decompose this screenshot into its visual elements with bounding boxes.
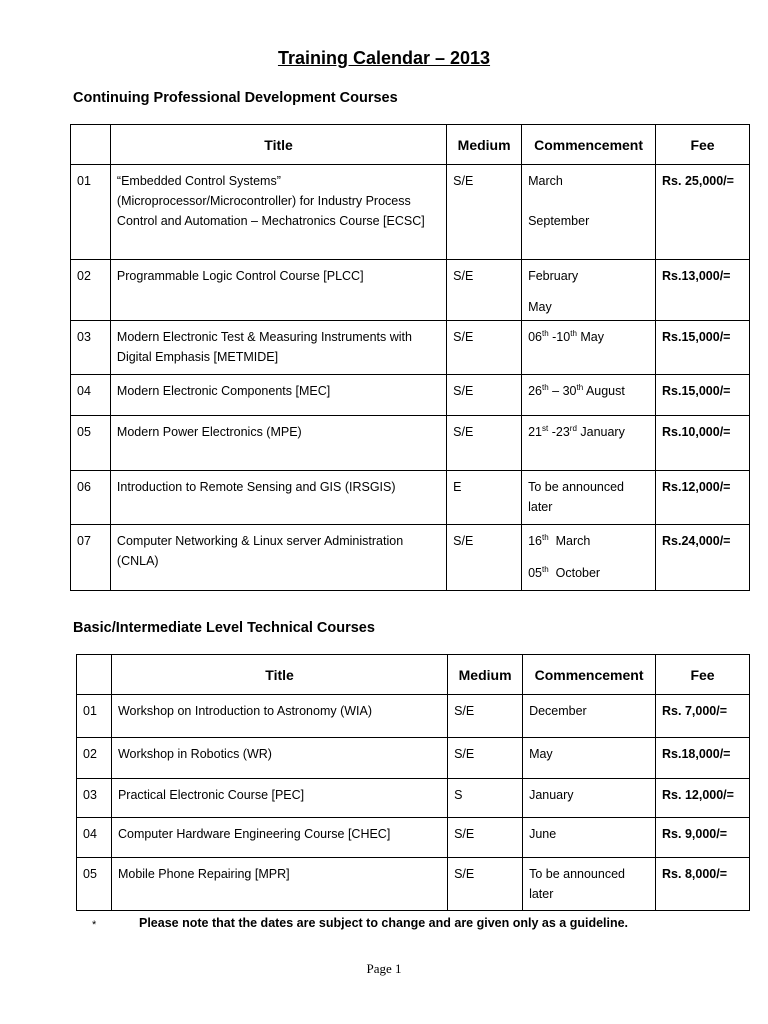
course-commencement: December: [523, 695, 656, 738]
table-row: [77, 779, 750, 818]
course-title: Programmable Logic Control Course [PLCC]: [110, 260, 446, 321]
row-number: 03: [77, 779, 112, 818]
course-medium: S/E: [447, 525, 522, 591]
course-title: Mobile Phone Repairing [MPR]: [111, 858, 447, 911]
table-row: [71, 321, 750, 375]
course-fee: Rs.15,000/=: [656, 375, 750, 416]
course-fee: Rs. 12,000/=: [656, 779, 750, 818]
row-number: 01: [71, 165, 111, 260]
table-header-row: [71, 125, 750, 165]
course-title: Computer Hardware Engineering Course [CHEC]: [111, 818, 447, 858]
course-title: Computer Networking & Linux server Administration (CNLA): [110, 525, 446, 591]
date-day-start: 21: [528, 425, 542, 439]
header-fee: Fee: [656, 655, 750, 695]
date-suffix: rd: [569, 423, 577, 433]
date-day-end: – 30: [548, 384, 577, 398]
course-commencement: January: [523, 779, 656, 818]
course-fee: Rs. 8,000/=: [656, 858, 750, 911]
course-commencement: [522, 375, 656, 416]
course-commencement: [522, 260, 656, 321]
table-row: [71, 525, 750, 591]
row-number: 05: [71, 416, 111, 471]
course-medium: S/E: [448, 695, 523, 738]
course-commencement: [522, 321, 656, 375]
header-title: Title: [111, 655, 447, 695]
header-number: [77, 655, 112, 695]
table-row: [77, 858, 750, 911]
date-month: August: [583, 384, 625, 398]
course-medium: S/E: [448, 858, 523, 911]
date-day-end: -23: [548, 425, 570, 439]
course-commencement: [522, 416, 656, 471]
course-title: Introduction to Remote Sensing and GIS (IRSGIS): [110, 471, 446, 525]
date-secondary: 05th October: [528, 564, 601, 580]
course-commencement: To be announced later: [522, 471, 656, 525]
table-row: [77, 738, 750, 779]
date-suffix: th: [542, 328, 549, 338]
header-medium: Medium: [448, 655, 523, 695]
row-number: 02: [77, 738, 112, 779]
course-commencement: June: [523, 818, 656, 858]
row-number: 06: [71, 471, 111, 525]
date-primary: February: [528, 269, 579, 283]
course-commencement: May: [523, 738, 656, 779]
row-number: 03: [71, 321, 111, 375]
course-fee: Rs.18,000/=: [656, 738, 750, 779]
course-medium: S/E: [447, 416, 522, 471]
header-commencement: Commencement: [523, 655, 656, 695]
row-number: 01: [77, 695, 112, 738]
course-fee: Rs. 7,000/=: [656, 695, 750, 738]
header-number: [71, 125, 111, 165]
header-medium: Medium: [447, 125, 522, 165]
course-fee: Rs.15,000/=: [656, 321, 750, 375]
date-day-start: 06: [528, 330, 542, 344]
date-month: May: [576, 330, 604, 344]
basic-courses-table: [76, 654, 750, 911]
course-fee: Rs.10,000/=: [656, 416, 750, 471]
row-number: 02: [71, 260, 111, 321]
table-row: [71, 260, 750, 321]
course-fee: Rs.12,000/=: [656, 471, 750, 525]
date-suffix: st: [542, 423, 549, 433]
course-commencement: To be announced later: [523, 858, 656, 911]
course-medium: S/E: [447, 321, 522, 375]
row-number: 07: [71, 525, 111, 591]
course-title: Workshop in Robotics (WR): [111, 738, 447, 779]
row-number: 04: [77, 818, 112, 858]
date-day-end: -10: [548, 330, 571, 344]
course-fee: Rs.24,000/=: [656, 525, 750, 591]
course-medium: S: [448, 779, 523, 818]
cpd-courses-table: [70, 124, 750, 591]
course-title: Modern Electronic Test & Measuring Instruments with Digital Emphasis [METMIDE]: [110, 321, 446, 375]
header-commencement: Commencement: [522, 125, 656, 165]
table-row: [77, 695, 750, 738]
course-medium: S/E: [447, 260, 522, 321]
date-suffix: th: [542, 382, 549, 392]
course-commencement: [522, 525, 656, 591]
table-row: [71, 375, 750, 416]
course-fee: Rs. 9,000/=: [656, 818, 750, 858]
disclaimer-note: Please note that the dates are subject to change and are given only as a guideline.: [139, 916, 629, 930]
date-secondary: September: [528, 214, 590, 228]
document-title: Training Calendar – 2013: [277, 48, 491, 68]
table-row: [71, 471, 750, 525]
section1-heading: Continuing Professional Development Courses: [73, 90, 398, 106]
date-primary: March: [528, 174, 563, 188]
course-title: “Embedded Control Systems” (Microprocessor/Microcontroller) for Industry Process Control and Automation – Mechatronics Course [ECSC]: [110, 165, 446, 260]
table-row: [77, 818, 750, 858]
section2-heading: Basic/Intermediate Level Technical Courses: [73, 620, 375, 636]
header-title: Title: [110, 125, 446, 165]
course-title: Modern Power Electronics (MPE): [110, 416, 446, 471]
date-secondary: May: [528, 300, 552, 314]
row-number: 05: [77, 858, 112, 911]
course-title: Modern Electronic Components [MEC]: [110, 375, 446, 416]
course-medium: S/E: [448, 818, 523, 858]
date-day-start: 26: [528, 384, 542, 398]
course-commencement: [522, 165, 656, 260]
course-title: Practical Electronic Course [PEC]: [111, 779, 447, 818]
course-title: Workshop on Introduction to Astronomy (WIA): [111, 695, 447, 738]
course-fee: Rs. 25,000/=: [656, 165, 750, 260]
course-fee: Rs.13,000/=: [656, 260, 750, 321]
date-suffix: th: [570, 328, 577, 338]
page-number: Page 1: [366, 961, 402, 976]
table-header-row: [77, 655, 750, 695]
table-row: [71, 416, 750, 471]
course-medium: S/E: [447, 375, 522, 416]
course-medium: E: [447, 471, 522, 525]
course-medium: S/E: [448, 738, 523, 779]
course-medium: S/E: [447, 165, 522, 260]
date-primary: 16th March: [528, 532, 591, 548]
note-marker: *: [92, 919, 97, 931]
row-number: 04: [71, 375, 111, 416]
table-row: [71, 165, 750, 260]
date-month: January: [576, 425, 625, 439]
date-suffix: th: [576, 382, 584, 392]
header-fee: Fee: [656, 125, 750, 165]
